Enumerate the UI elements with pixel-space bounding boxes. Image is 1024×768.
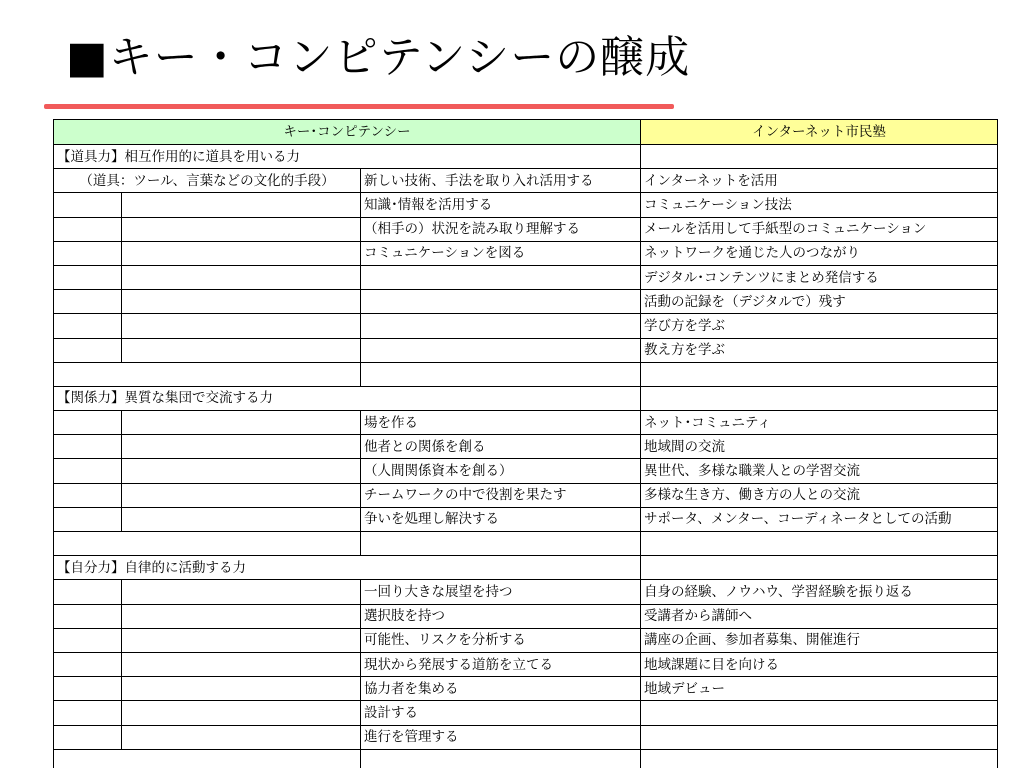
section-row [54, 556, 998, 580]
indent-cell [122, 241, 361, 265]
competency-item-cell: 知識･情報を活用する [361, 193, 641, 217]
table-body [54, 120, 998, 768]
empty-cell [361, 749, 641, 768]
indent-cell [122, 604, 361, 628]
internet-activity-cell: 地域課題に目を向ける [641, 652, 998, 676]
indent-cell [54, 193, 122, 217]
table-row [54, 677, 998, 701]
blank-row [54, 362, 998, 386]
section-row [54, 145, 998, 169]
competency-item-cell: 新しい技術、手法を取り入れ活用する [361, 169, 641, 193]
indent-cell [122, 459, 361, 483]
indent-cell [122, 435, 361, 459]
title-underline [44, 104, 674, 109]
competency-item-cell: 場を作る [361, 411, 641, 435]
empty-cell [361, 532, 641, 556]
internet-activity-cell: インターネットを活用 [641, 169, 998, 193]
indent-cell [54, 725, 122, 749]
internet-activity-cell: ネット･コミュニティ [641, 411, 998, 435]
competency-item-cell: 進行を管理する [361, 725, 641, 749]
section-heading-cell: 【道具力】相互作用的に道具を用いる力 [54, 145, 641, 169]
indent-cell [54, 628, 122, 652]
competency-item-cell [361, 314, 641, 338]
indent-cell [54, 459, 122, 483]
competency-item-cell [361, 265, 641, 289]
indent-cell [54, 411, 122, 435]
indent-cell [122, 193, 361, 217]
competency-item-cell: チームワークの中で役割を果たす [361, 483, 641, 507]
table-row [54, 507, 998, 531]
indent-cell [54, 338, 122, 362]
table-row [54, 265, 998, 289]
indent-cell [122, 411, 361, 435]
indent-cell [54, 290, 122, 314]
table-row [54, 241, 998, 265]
empty-cell [54, 532, 361, 556]
internet-activity-cell: 学び方を学ぶ [641, 314, 998, 338]
competency-item-cell: 協力者を集める [361, 677, 641, 701]
indent-cell [54, 217, 122, 241]
empty-cell [641, 532, 998, 556]
internet-activity-cell: 教え方を学ぶ [641, 338, 998, 362]
competency-item-cell: 現状から発展する道筋を立てる [361, 652, 641, 676]
indent-cell [54, 435, 122, 459]
internet-activity-cell: 地域間の交流 [641, 435, 998, 459]
internet-activity-cell [641, 145, 998, 169]
indent-cell [122, 217, 361, 241]
internet-activity-cell: コミュニケーション技法 [641, 193, 998, 217]
competency-item-cell: 可能性、リスクを分析する [361, 628, 641, 652]
internet-activity-cell: サポータ、メンター、コーディネータとしての活動 [641, 507, 998, 531]
empty-cell [641, 362, 998, 386]
internet-activity-cell: 活動の記録を（デジタルで）残す [641, 290, 998, 314]
table-row [54, 701, 998, 725]
competency-table [53, 119, 998, 768]
sub-heading-cell: （道具：ツール、言葉などの文化的手段） [54, 169, 361, 193]
section-row [54, 386, 998, 410]
table-row [54, 604, 998, 628]
indent-cell [122, 338, 361, 362]
indent-cell [54, 677, 122, 701]
internet-activity-cell: 地域デビュー [641, 677, 998, 701]
internet-activity-cell [641, 725, 998, 749]
competency-item-cell: 設計する [361, 701, 641, 725]
table-row [54, 459, 998, 483]
indent-cell [122, 580, 361, 604]
internet-activity-cell: 異世代、多様な職業人との学習交流 [641, 459, 998, 483]
table-row [54, 338, 998, 362]
header-internet-shiminjuku: インターネット市民塾 [641, 120, 998, 145]
empty-cell [361, 362, 641, 386]
table-row [54, 193, 998, 217]
table-row [54, 652, 998, 676]
empty-cell [54, 749, 361, 768]
table-row [54, 169, 998, 193]
internet-activity-cell: 受講者から講師へ [641, 604, 998, 628]
section-heading-cell: 【関係力】異質な集団で交流する力 [54, 386, 641, 410]
table-row [54, 580, 998, 604]
table-row [54, 411, 998, 435]
indent-cell [122, 677, 361, 701]
slide-title: ■キー・コンピテンシーの醸成 [66, 32, 691, 83]
indent-cell [122, 290, 361, 314]
indent-cell [54, 483, 122, 507]
indent-cell [54, 241, 122, 265]
indent-cell [54, 314, 122, 338]
indent-cell [54, 507, 122, 531]
competency-item-cell: 他者との関係を創る [361, 435, 641, 459]
table-row [54, 217, 998, 241]
competency-item-cell: コミュニケーションを図る [361, 241, 641, 265]
indent-cell [122, 725, 361, 749]
indent-cell [122, 701, 361, 725]
internet-activity-cell: メールを活用して手紙型のコミュニケーション [641, 217, 998, 241]
indent-cell [54, 604, 122, 628]
table-row [54, 628, 998, 652]
internet-activity-cell [641, 386, 998, 410]
competency-item-cell: （人間関係資本を創る） [361, 459, 641, 483]
competency-item-cell [361, 338, 641, 362]
indent-cell [54, 265, 122, 289]
table-row [54, 435, 998, 459]
indent-cell [122, 314, 361, 338]
indent-cell [54, 701, 122, 725]
internet-activity-cell: 講座の企画、参加者募集、開催進行 [641, 628, 998, 652]
indent-cell [122, 483, 361, 507]
indent-cell [122, 628, 361, 652]
empty-cell [641, 749, 998, 768]
header-key-competency: キー･コンピテンシー [54, 120, 641, 145]
indent-cell [122, 652, 361, 676]
indent-cell [122, 265, 361, 289]
indent-cell [54, 652, 122, 676]
internet-activity-cell: ネットワークを通じた人のつながり [641, 241, 998, 265]
internet-activity-cell: 自身の経験、ノウハウ、学習経験を振り返る [641, 580, 998, 604]
competency-item-cell: 選択肢を持つ [361, 604, 641, 628]
table-row [54, 483, 998, 507]
competency-item-cell [361, 290, 641, 314]
table-row [54, 314, 998, 338]
section-heading-cell: 【自分力】自律的に活動する力 [54, 556, 641, 580]
table-row [54, 725, 998, 749]
table-header-row [54, 120, 998, 145]
blank-row [54, 532, 998, 556]
internet-activity-cell: 多様な生き方、働き方の人との交流 [641, 483, 998, 507]
internet-activity-cell: デジタル･コンテンツにまとめ発信する [641, 265, 998, 289]
internet-activity-cell [641, 701, 998, 725]
competency-item-cell: 一回り大きな展望を持つ [361, 580, 641, 604]
competency-item-cell: 争いを処理し解決する [361, 507, 641, 531]
blank-row [54, 749, 998, 768]
empty-cell [54, 362, 361, 386]
competency-item-cell: （相手の）状況を読み取り理解する [361, 217, 641, 241]
table-row [54, 290, 998, 314]
indent-cell [54, 580, 122, 604]
internet-activity-cell [641, 556, 998, 580]
indent-cell [122, 507, 361, 531]
